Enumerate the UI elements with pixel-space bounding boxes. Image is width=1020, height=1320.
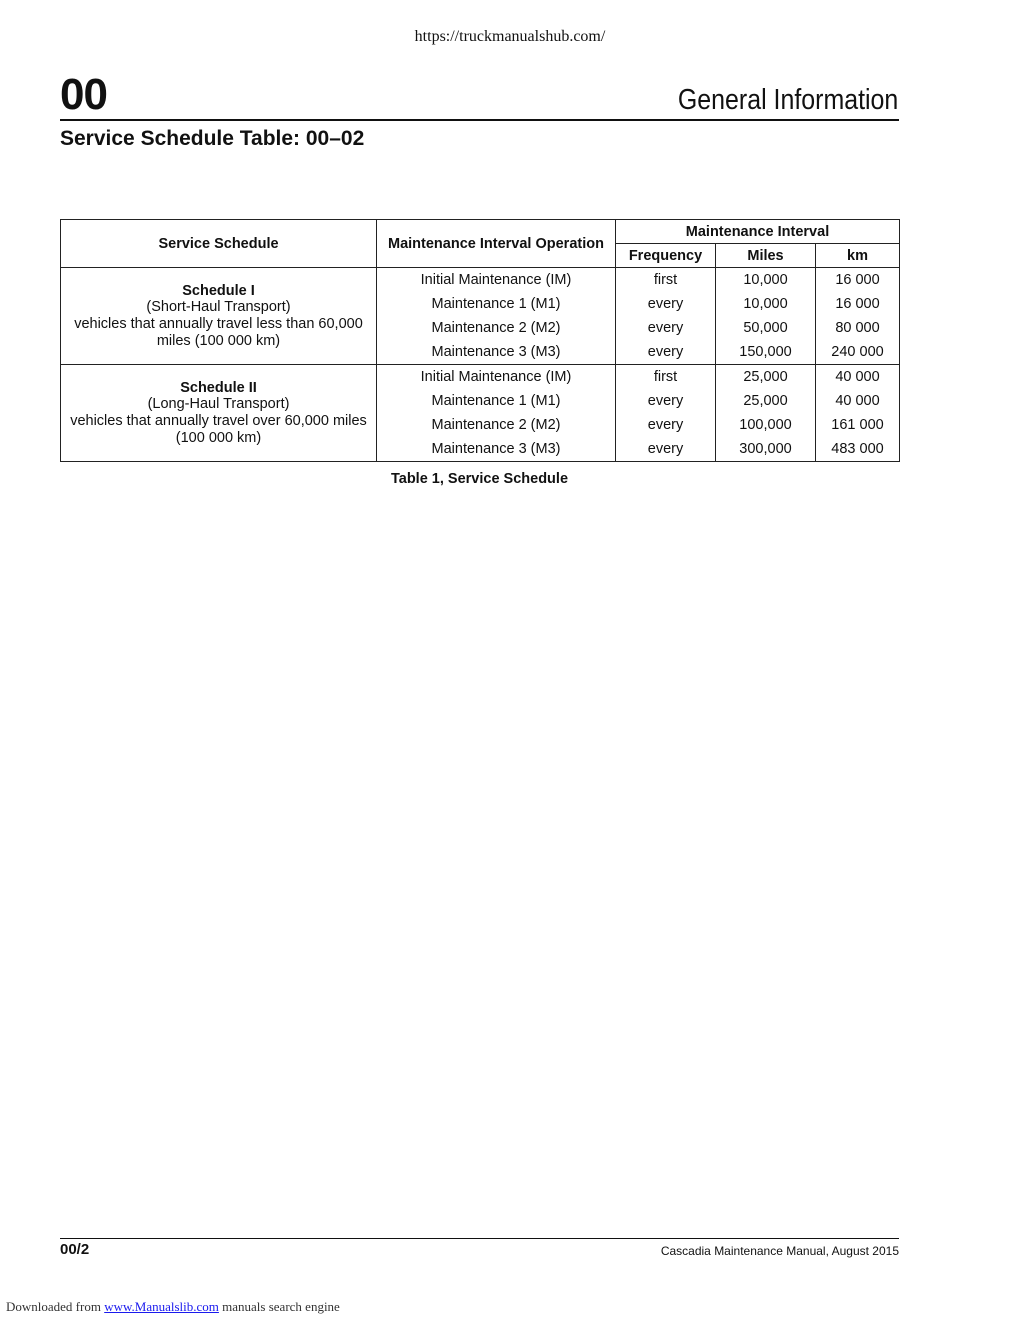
km-cell: 16 000 xyxy=(816,292,900,316)
page-number: 00/2 xyxy=(60,1241,90,1258)
miles-cell: 25,000 xyxy=(716,365,816,390)
km-cell: 16 000 xyxy=(816,268,900,293)
miles-cell: 100,000 xyxy=(716,413,816,437)
frequency-cell: first xyxy=(616,268,716,293)
schedule-name: Schedule I xyxy=(182,282,255,299)
frequency-cell: every xyxy=(616,292,716,316)
operation-cell: Maintenance 3 (M3) xyxy=(377,340,616,365)
chapter-title: General Information xyxy=(677,84,898,116)
schedule-name: Schedule II xyxy=(180,379,257,396)
footer-rule xyxy=(60,1238,899,1239)
operation-cell: Maintenance 2 (M2) xyxy=(377,413,616,437)
download-suffix: manuals search engine xyxy=(222,1299,340,1314)
miles-cell: 25,000 xyxy=(716,389,816,413)
operation-cell: Maintenance 1 (M1) xyxy=(377,292,616,316)
header-maintenance-interval: Maintenance Interval xyxy=(616,220,900,244)
schedule-cell xyxy=(61,365,377,462)
miles-cell: 10,000 xyxy=(716,292,816,316)
km-cell: 161 000 xyxy=(816,413,900,437)
km-cell: 240 000 xyxy=(816,340,900,365)
frequency-cell: every xyxy=(616,437,716,462)
frequency-cell: every xyxy=(616,316,716,340)
frequency-cell: every xyxy=(616,413,716,437)
miles-cell: 10,000 xyxy=(716,268,816,293)
service-schedule-table xyxy=(60,219,900,462)
section-title: Service Schedule Table: 00–02 xyxy=(60,127,365,150)
frequency-cell: first xyxy=(616,365,716,390)
source-url: https://truckmanualshub.com/ xyxy=(414,28,606,45)
schedule-cell xyxy=(61,268,377,365)
manualslib-link[interactable]: www.Manualslib.com xyxy=(104,1299,219,1314)
download-prefix: Downloaded from xyxy=(6,1299,101,1314)
header-rule xyxy=(60,119,899,121)
frequency-cell: every xyxy=(616,389,716,413)
header-service-schedule: Service Schedule xyxy=(61,220,377,268)
operation-cell: Initial Maintenance (IM) xyxy=(377,365,616,390)
download-note xyxy=(6,1299,340,1315)
km-cell: 40 000 xyxy=(816,389,900,413)
schedule-type: (Long-Haul Transport) xyxy=(147,395,290,412)
miles-cell: 150,000 xyxy=(716,340,816,365)
table-row xyxy=(61,268,900,293)
operation-cell: Maintenance 1 (M1) xyxy=(377,389,616,413)
frequency-cell: every xyxy=(616,340,716,365)
miles-cell: 300,000 xyxy=(716,437,816,462)
km-cell: 483 000 xyxy=(816,437,900,462)
miles-cell: 50,000 xyxy=(716,316,816,340)
km-cell: 40 000 xyxy=(816,365,900,390)
chapter-number: 00 xyxy=(60,70,107,119)
table-caption: Table 1, Service Schedule xyxy=(390,471,569,487)
operation-cell: Initial Maintenance (IM) xyxy=(377,268,616,293)
table-row xyxy=(61,365,900,390)
schedule-description: vehicles that annually travel over 60,000 miles (100 000 km) xyxy=(70,412,367,446)
operation-cell: Maintenance 3 (M3) xyxy=(377,437,616,462)
header-operation: Maintenance Interval Operation xyxy=(377,220,616,268)
header-frequency: Frequency xyxy=(616,244,716,268)
header-miles: Miles xyxy=(716,244,816,268)
operation-cell: Maintenance 2 (M2) xyxy=(377,316,616,340)
header-km: km xyxy=(816,244,900,268)
schedule-type: (Short-Haul Transport) xyxy=(146,298,291,315)
schedule-description: vehicles that annually travel less than 60,000 miles (100 000 km) xyxy=(74,315,363,349)
manual-name: Cascadia Maintenance Manual, August 2015 xyxy=(660,1244,899,1258)
km-cell: 80 000 xyxy=(816,316,900,340)
